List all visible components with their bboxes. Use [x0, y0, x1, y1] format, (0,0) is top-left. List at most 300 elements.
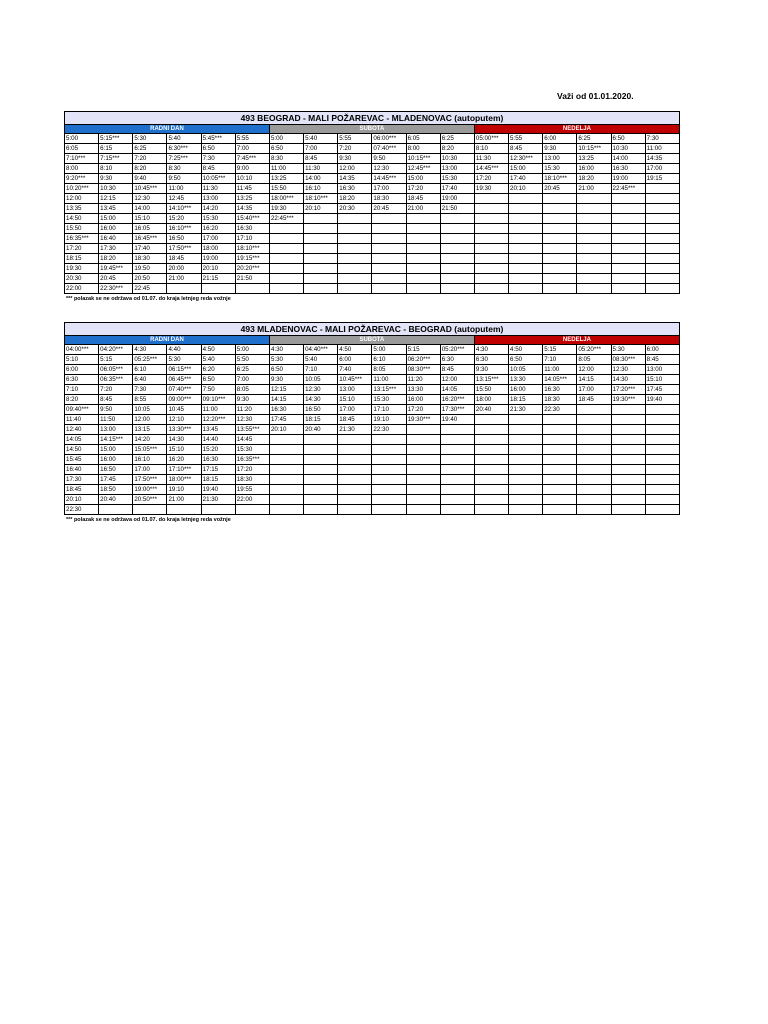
departure-cell: 11:00 [372, 375, 406, 385]
departure-cell: 14:15 [577, 375, 611, 385]
departure-cell: 6:50 [509, 355, 543, 365]
departure-cell: 20:40 [474, 405, 508, 415]
departure-cell: 14:00 [133, 204, 167, 214]
departure-cell: 19:50 [133, 264, 167, 274]
table-row [65, 395, 680, 405]
departure-cell [338, 274, 372, 284]
departure-cell: 4:50 [201, 345, 235, 355]
departure-cell: 6:25 [577, 134, 611, 144]
departure-cell: 8:05 [235, 385, 269, 395]
table-row [65, 485, 680, 495]
departure-cell: 15:20 [167, 214, 201, 224]
departure-cell [440, 264, 474, 274]
departure-cell [543, 415, 577, 425]
departure-cell: 16:10 [133, 455, 167, 465]
departure-cell: 20:45 [99, 274, 133, 284]
departure-cell: 16:30 [338, 184, 372, 194]
departure-cell: 7:20 [99, 385, 133, 395]
departure-cell: 18:15 [509, 395, 543, 405]
departure-cell: 8:45 [201, 164, 235, 174]
departure-cell: 6:10 [372, 355, 406, 365]
departure-cell [509, 485, 543, 495]
departure-cell [338, 264, 372, 274]
departure-cell [440, 505, 474, 515]
departure-cell [269, 485, 303, 495]
departure-cell [577, 234, 611, 244]
table-row [65, 375, 680, 385]
timetable-beograd-mladenovac [64, 111, 680, 302]
departure-cell: 15:10 [645, 375, 679, 385]
departure-cell: 19:40 [201, 485, 235, 495]
table-row [65, 254, 680, 264]
departure-cell [440, 435, 474, 445]
departure-cell [372, 495, 406, 505]
departure-cell: 7:45*** [235, 154, 269, 164]
departure-cell: 06:05*** [99, 365, 133, 375]
departure-cell [406, 284, 440, 294]
departure-cell [167, 284, 201, 294]
departure-cell: 20:20*** [235, 264, 269, 274]
departure-cell: 5:40 [304, 355, 338, 365]
departure-cell [577, 254, 611, 264]
departure-cell: 8:20 [440, 144, 474, 154]
departure-cell: 12:00 [65, 194, 99, 204]
departure-cell: 15:50 [474, 385, 508, 395]
departure-cell [543, 445, 577, 455]
departure-cell: 7:30 [133, 385, 167, 395]
departure-cell: 7:50 [201, 385, 235, 395]
departure-cell: 20:10 [269, 425, 303, 435]
departure-cell: 15:05*** [133, 445, 167, 455]
departure-cell: 21:50 [440, 204, 474, 214]
departure-cell: 13:30 [406, 385, 440, 395]
departure-cell: 14:05 [440, 385, 474, 395]
departure-cell: 16:00 [577, 164, 611, 174]
departure-cell [406, 264, 440, 274]
departure-cell: 18:45 [406, 194, 440, 204]
departure-cell: 6:40 [133, 375, 167, 385]
departure-cell [372, 465, 406, 475]
departure-cell [406, 224, 440, 234]
departure-cell: 18:10*** [304, 194, 338, 204]
departure-cell [509, 455, 543, 465]
departure-cell: 16:10*** [167, 224, 201, 234]
header-nedelja: NEDELJA [474, 125, 679, 134]
departure-cell: 13:25 [235, 194, 269, 204]
departure-cell [645, 465, 679, 475]
departure-cell [645, 274, 679, 284]
departure-cell [133, 505, 167, 515]
departure-cell: 22:45 [133, 284, 167, 294]
departure-cell: 10:30 [99, 184, 133, 194]
departure-cell: 7:25*** [167, 154, 201, 164]
departure-cell [474, 214, 508, 224]
departure-cell: 12:30 [133, 194, 167, 204]
departure-cell [509, 194, 543, 204]
departure-cell [474, 224, 508, 234]
departure-cell: 7:00 [235, 144, 269, 154]
departure-cell [338, 475, 372, 485]
departure-cell: 10:45*** [338, 375, 372, 385]
departure-cell [509, 415, 543, 425]
table-row [65, 154, 680, 164]
departure-cell: 22:30 [372, 425, 406, 435]
departure-cell [338, 244, 372, 254]
departure-cell: 17:00 [372, 184, 406, 194]
timetable-table [64, 322, 680, 515]
departure-cell: 19:30 [65, 264, 99, 274]
departure-cell [645, 194, 679, 204]
departure-cell: 14:35 [338, 174, 372, 184]
departure-cell [269, 264, 303, 274]
departure-cell [577, 244, 611, 254]
departure-cell: 14:20 [133, 435, 167, 445]
departure-cell [440, 274, 474, 284]
departure-cell: 19:15*** [235, 254, 269, 264]
departure-cell: 16:35*** [65, 234, 99, 244]
table-row [65, 174, 680, 184]
departure-cell [372, 284, 406, 294]
departure-cell: 7:30 [645, 134, 679, 144]
departure-cell: 13:00 [338, 385, 372, 395]
departure-cell: 13:30 [509, 375, 543, 385]
departure-cell: 18:30 [133, 254, 167, 264]
departure-cell: 18:45 [577, 395, 611, 405]
departure-cell [304, 475, 338, 485]
departure-cell: 9:50 [372, 154, 406, 164]
departure-cell [474, 284, 508, 294]
departure-cell [440, 284, 474, 294]
departure-cell: 18:45 [65, 485, 99, 495]
departure-cell [577, 405, 611, 415]
departure-cell: 14:30 [611, 375, 645, 385]
departure-cell: 19:00*** [133, 485, 167, 495]
departure-cell: 16:30 [611, 164, 645, 174]
departure-cell: 6:50 [201, 375, 235, 385]
departure-cell [269, 495, 303, 505]
departure-cell: 15:30 [543, 164, 577, 174]
departure-cell: 8:05 [577, 355, 611, 365]
departure-cell: 16:05 [133, 224, 167, 234]
departure-cell: 8:45 [304, 154, 338, 164]
departure-cell: 20:50*** [133, 495, 167, 505]
departure-cell: 19:40 [440, 415, 474, 425]
departure-cell: 19:30 [269, 204, 303, 214]
departure-cell: 16:30 [543, 385, 577, 395]
departure-cell: 14:00 [611, 154, 645, 164]
departure-cell [474, 485, 508, 495]
table-row [65, 465, 680, 475]
departure-cell [406, 445, 440, 455]
departure-cell [338, 224, 372, 234]
departure-cell [372, 505, 406, 515]
departure-cell [577, 475, 611, 485]
departure-cell: 19:00 [201, 254, 235, 264]
departure-cell [474, 254, 508, 264]
departure-cell: 6:10 [133, 365, 167, 375]
departure-cell: 17:50*** [133, 475, 167, 485]
header-nedelja: NEDELJA [474, 336, 679, 345]
departure-cell: 11:00 [269, 164, 303, 174]
departure-cell: 17:20 [406, 184, 440, 194]
departure-cell: 16:00 [99, 455, 133, 465]
departure-cell [338, 485, 372, 495]
departure-cell: 14:10*** [167, 204, 201, 214]
departure-cell: 05:20*** [440, 345, 474, 355]
departure-cell: 08:30*** [611, 355, 645, 365]
departure-cell [577, 425, 611, 435]
table-row [65, 425, 680, 435]
table-row [65, 264, 680, 274]
timetable-table [64, 111, 680, 294]
departure-cell: 15:30 [372, 395, 406, 405]
departure-cell [645, 224, 679, 234]
departure-cell [440, 425, 474, 435]
departure-cell [201, 284, 235, 294]
departure-cell: 20:40 [99, 495, 133, 505]
departure-cell [577, 495, 611, 505]
departure-cell [269, 455, 303, 465]
departure-cell: 12:30 [235, 415, 269, 425]
departure-cell: 7:10 [65, 385, 99, 395]
departure-cell: 8:45 [99, 395, 133, 405]
departure-cell: 06:45*** [167, 375, 201, 385]
departure-cell: 19:30 [474, 184, 508, 194]
departure-cell: 19:45*** [99, 264, 133, 274]
departure-cell: 16:00 [99, 224, 133, 234]
departure-cell: 7:30 [201, 154, 235, 164]
departure-cell: 9:00 [235, 164, 269, 174]
departure-cell [577, 445, 611, 455]
departure-cell: 18:15 [304, 415, 338, 425]
departure-cell: 5:15 [406, 345, 440, 355]
header-radni-dan: RADNI DAN [65, 336, 270, 345]
departure-cell [509, 244, 543, 254]
table-row [65, 475, 680, 485]
departure-cell [338, 254, 372, 264]
departure-cell [304, 274, 338, 284]
departure-cell [304, 284, 338, 294]
departure-cell: 15:50 [65, 224, 99, 234]
departure-cell: 14:40 [201, 435, 235, 445]
table-row [65, 365, 680, 375]
timetable-mladenovac-beograd [64, 322, 680, 523]
departure-cell [304, 465, 338, 475]
departure-cell: 17:30 [65, 475, 99, 485]
departure-cell [372, 254, 406, 264]
departure-cell: 21:30 [338, 425, 372, 435]
departure-cell [269, 475, 303, 485]
departure-cell: 17:00 [338, 405, 372, 415]
departure-cell: 05:20*** [577, 345, 611, 355]
departure-cell [406, 495, 440, 505]
departure-cell: 17:20 [406, 405, 440, 415]
departure-cell: 10:30 [440, 154, 474, 164]
departure-cell [474, 435, 508, 445]
departure-cell: 11:40 [65, 415, 99, 425]
departure-cell [577, 415, 611, 425]
departure-cell [269, 445, 303, 455]
departure-cell: 15:50 [269, 184, 303, 194]
departure-cell: 16:40 [99, 234, 133, 244]
departure-cell: 12:00 [133, 415, 167, 425]
departure-cell [577, 455, 611, 465]
departure-cell: 06:15*** [167, 365, 201, 375]
departure-cell [645, 204, 679, 214]
departure-cell: 17:45 [99, 475, 133, 485]
departure-cell: 17:10*** [167, 465, 201, 475]
departure-cell: 12:30 [372, 164, 406, 174]
departure-cell [474, 465, 508, 475]
departure-cell: 06:20*** [406, 355, 440, 365]
departure-cell [543, 425, 577, 435]
departure-cell [543, 194, 577, 204]
departure-cell: 14:50 [65, 214, 99, 224]
departure-cell [269, 274, 303, 284]
departure-cell: 11:00 [201, 405, 235, 415]
departure-cell: 5:55 [235, 134, 269, 144]
departure-cell: 19:00 [611, 174, 645, 184]
departure-cell: 4:30 [269, 345, 303, 355]
departure-cell [440, 445, 474, 455]
departure-cell: 6:30 [65, 375, 99, 385]
departure-cell: 20:30 [338, 204, 372, 214]
departure-cell [543, 435, 577, 445]
departure-cell [406, 234, 440, 244]
departure-cell: 19:00 [440, 194, 474, 204]
departure-cell: 8:20 [65, 395, 99, 405]
departure-cell: 19:10 [372, 415, 406, 425]
departure-cell: 6:25 [440, 134, 474, 144]
departure-cell: 13:15*** [372, 385, 406, 395]
table-row [65, 224, 680, 234]
departure-cell [304, 234, 338, 244]
departure-cell: 22:45*** [611, 184, 645, 194]
departure-cell: 17:40 [509, 174, 543, 184]
departure-cell: 16:30 [269, 405, 303, 415]
footnote: *** polazak se ne održava od 01.07. do kraja letnjeg reda vožnje [66, 517, 231, 523]
departure-cell [509, 234, 543, 244]
departure-cell: 5:45*** [201, 134, 235, 144]
departure-cell [509, 214, 543, 224]
departure-cell [440, 485, 474, 495]
table-row [65, 274, 680, 284]
departure-cell: 9:30 [99, 174, 133, 184]
departure-cell [611, 274, 645, 284]
departure-cell [474, 445, 508, 455]
departure-cell: 07:40*** [167, 385, 201, 395]
departure-cell: 21:00 [406, 204, 440, 214]
departure-cell: 12:30 [611, 365, 645, 375]
departure-cell [406, 505, 440, 515]
table-row [65, 234, 680, 244]
departure-cell [338, 505, 372, 515]
departure-cell: 04:00*** [65, 345, 99, 355]
departure-cell: 6:15 [99, 144, 133, 154]
departure-cell: 6:20 [201, 365, 235, 375]
departure-cell: 6:00 [543, 134, 577, 144]
departure-cell: 4:30 [133, 345, 167, 355]
departure-cell: 6:30*** [167, 144, 201, 154]
departure-cell: 5:50 [235, 355, 269, 365]
departure-cell: 16:20 [201, 224, 235, 234]
departure-cell [440, 475, 474, 485]
departure-cell: 20:45 [372, 204, 406, 214]
departure-cell: 7:15*** [99, 154, 133, 164]
departure-cell: 10:30 [611, 144, 645, 154]
departure-cell [509, 284, 543, 294]
departure-cell [201, 505, 235, 515]
departure-cell: 9:40 [133, 174, 167, 184]
departure-cell: 8:10 [474, 144, 508, 154]
departure-cell: 20:10 [509, 184, 543, 194]
departure-cell [509, 254, 543, 264]
departure-cell [406, 254, 440, 264]
departure-cell: 18:10*** [543, 174, 577, 184]
departure-cell: 22:30*** [99, 284, 133, 294]
departure-cell [509, 445, 543, 455]
departure-cell [440, 465, 474, 475]
departure-cell: 9:30 [543, 144, 577, 154]
departure-cell: 14:05 [65, 435, 99, 445]
departure-cell [474, 475, 508, 485]
departure-cell [440, 495, 474, 505]
departure-cell: 14:00 [304, 174, 338, 184]
table-row [65, 134, 680, 144]
departure-cell: 10:15*** [406, 154, 440, 164]
departure-cell: 5:40 [304, 134, 338, 144]
departure-cell: 14:45*** [474, 164, 508, 174]
departure-cell [611, 204, 645, 214]
departure-cell: 4:50 [509, 345, 543, 355]
departure-cell: 16:50 [99, 465, 133, 475]
departure-cell: 12:00 [577, 365, 611, 375]
header-subota: SUBOTA [269, 125, 474, 134]
departure-cell: 5:10 [65, 355, 99, 365]
table-row [65, 194, 680, 204]
departure-cell: 16:20 [167, 455, 201, 465]
departure-cell: 4:50 [338, 345, 372, 355]
departure-cell: 18:00 [474, 395, 508, 405]
departure-cell [509, 465, 543, 475]
departure-cell: 8:00 [65, 164, 99, 174]
departure-cell [611, 234, 645, 244]
departure-cell: 22:30 [543, 405, 577, 415]
departure-cell: 18:45 [167, 254, 201, 264]
departure-cell [474, 264, 508, 274]
departure-cell [269, 254, 303, 264]
departure-cell [269, 435, 303, 445]
departure-cell: 17:00 [201, 234, 235, 244]
departure-cell: 12:45 [167, 194, 201, 204]
departure-cell: 4:30 [474, 345, 508, 355]
departure-cell: 19:55 [235, 485, 269, 495]
departure-cell [372, 445, 406, 455]
departure-cell [611, 264, 645, 274]
departure-cell [645, 254, 679, 264]
departure-cell [406, 475, 440, 485]
departure-cell: 08:30*** [406, 365, 440, 375]
departure-cell [645, 455, 679, 465]
departure-cell: 5:15*** [99, 134, 133, 144]
departure-cell: 04:40*** [304, 345, 338, 355]
departure-cell: 11:20 [406, 375, 440, 385]
departure-cell [440, 224, 474, 234]
departure-cell: 14:35 [645, 154, 679, 164]
departure-cell [577, 274, 611, 284]
departure-cell: 5:40 [201, 355, 235, 365]
departure-cell: 10:05 [509, 365, 543, 375]
